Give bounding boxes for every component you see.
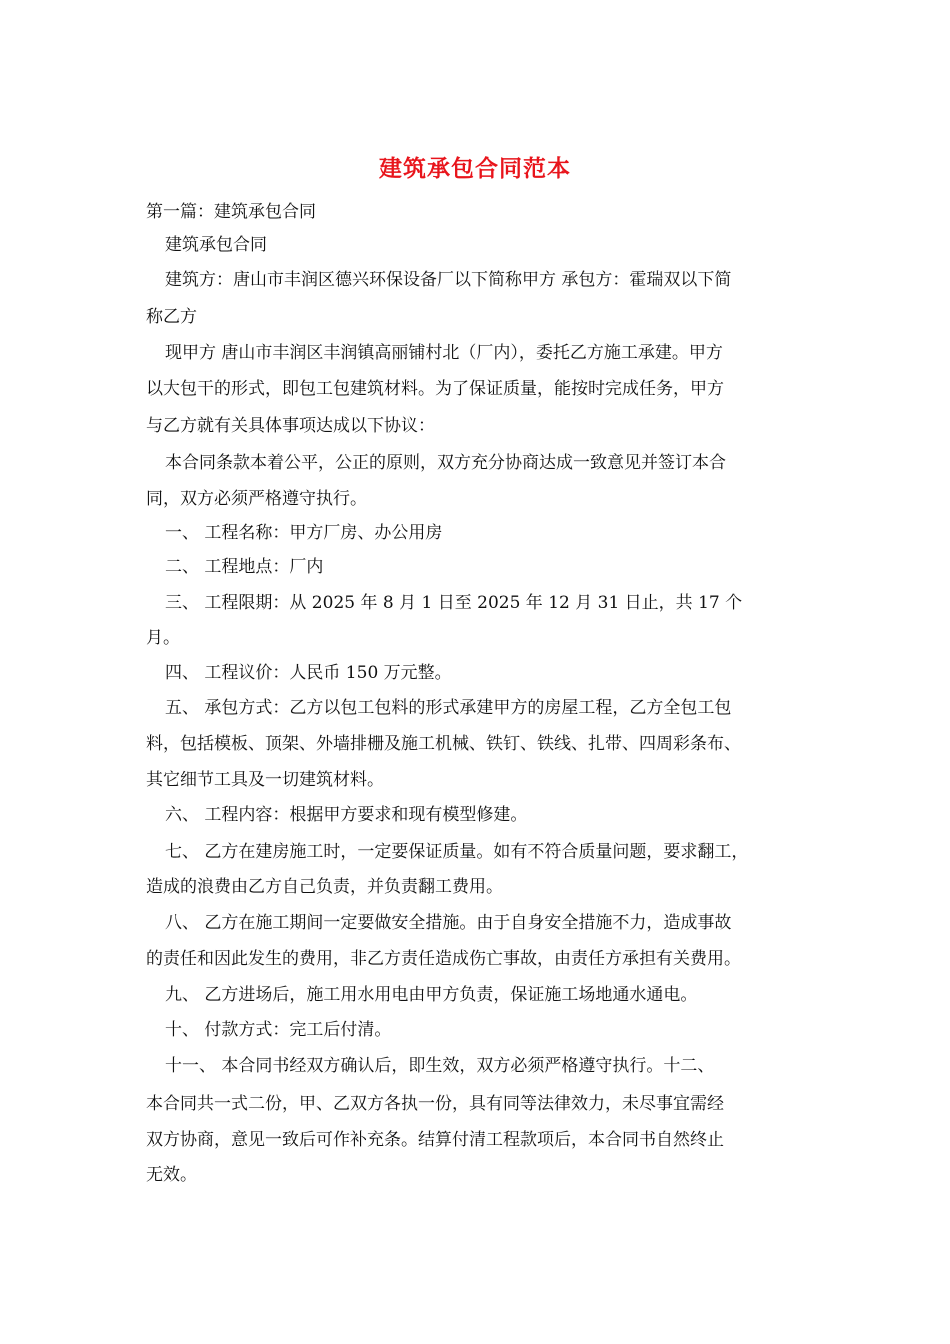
paragraph-line: 与乙方就有关具体事项达成以下协议：	[146, 416, 435, 436]
clause-line: 一、 工程名称：甲方厂房、办公用房	[165, 523, 443, 543]
clause-line: 五、 承包方式：乙方以包工包料的形式承建甲方的房屋工程，乙方全包工包	[165, 698, 732, 718]
paragraph-line: 以大包干的形式，即包工包建筑材料。为了保证质量，能按时完成任务，甲方	[146, 379, 724, 399]
clause-line: 月。	[146, 628, 180, 648]
document-title: 建筑承包合同范本	[379, 156, 571, 182]
clause-line: 十、 付款方式：完工后付清。	[165, 1020, 392, 1040]
clause-line: 无效。	[146, 1165, 197, 1185]
clause-line: 造成的浪费由乙方自己负责，并负责翻工费用。	[146, 877, 503, 897]
clause-line: 四、 工程议价：人民币 150 万元整。	[165, 663, 452, 683]
clause-line: 九、 乙方进场后，施工用水用电由甲方负责，保证施工场地通水通电。	[165, 985, 698, 1005]
clause-line: 六、 工程内容：根据甲方要求和现有模型修建。	[165, 805, 528, 825]
clause-line: 料，包括模板、顶架、外墙排栅及施工机械、铁钉、铁线、扎带、四周彩条布、	[146, 734, 741, 754]
clause-line: 双方协商，意见一致后可作补充条。结算付清工程款项后，本合同书自然终止	[146, 1130, 724, 1150]
contract-heading: 建筑承包合同	[165, 235, 267, 255]
paragraph-line: 建筑方：唐山市丰润区德兴环保设备厂以下简称甲方 承包方：霍瑞双以下简	[165, 270, 732, 290]
clause-line: 其它细节工具及一切建筑材料。	[146, 770, 384, 790]
clause-line: 三、 工程限期：从 2025 年 8 月 1 日至 2025 年 12 月 31 日止，共 17 个	[165, 593, 743, 613]
clause-line: 二、 工程地点：厂内	[165, 557, 324, 577]
clause-line: 八、 乙方在施工期间一定要做安全措施。由于自身安全措施不力，造成事故	[165, 913, 732, 933]
clause-line: 七、 乙方在建房施工时，一定要保证质量。如有不符合质量问题，要求翻工，	[165, 842, 749, 862]
paragraph-line: 现甲方 唐山市丰润区丰润镇高丽铺村北（厂内），委托乙方施工承建。甲方	[165, 343, 723, 363]
paragraph-line: 本合同条款本着公平，公正的原则，双方充分协商达成一致意见并签订本合	[165, 453, 726, 473]
clause-line: 十一、 本合同书经双方确认后，即生效，双方必须严格遵守执行。十二、	[165, 1056, 715, 1076]
clause-line: 的责任和因此发生的费用，非乙方责任造成伤亡事故，由责任方承担有关费用。	[146, 949, 741, 969]
paragraph-line: 称乙方	[146, 307, 197, 327]
clause-line: 本合同共一式二份，甲、乙双方各执一份，具有同等法律效力，未尽事宜需经	[146, 1094, 724, 1114]
paragraph-line: 同，双方必须严格遵守执行。	[146, 489, 367, 509]
section-heading: 第一篇：建筑承包合同	[146, 202, 316, 222]
